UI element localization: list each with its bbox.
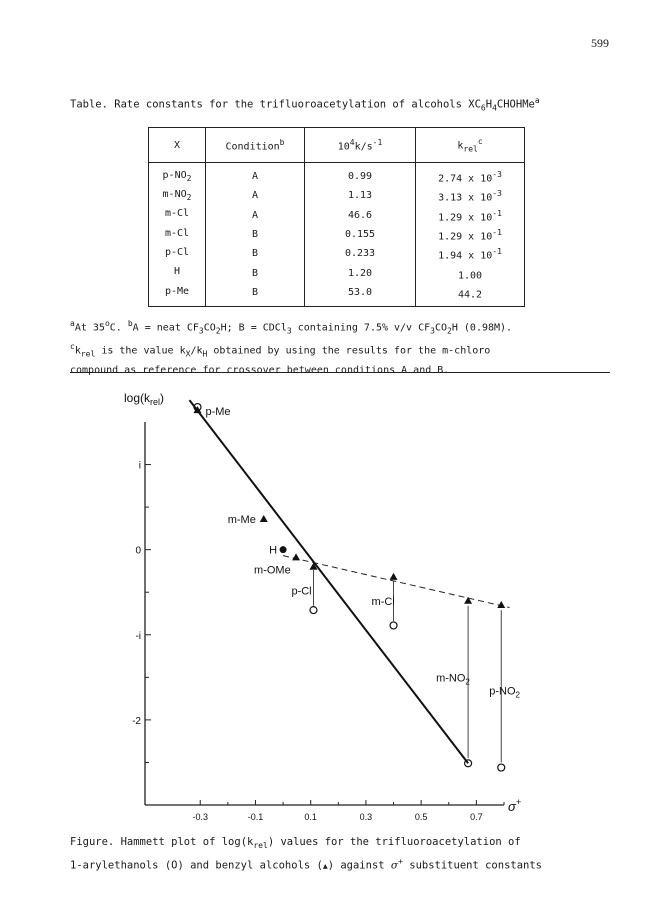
label-m-ome: m-OMe: [254, 564, 291, 577]
footnote-b-text: A = neat CF: [132, 322, 199, 334]
figure-caption-line-1: [70, 834, 542, 854]
y-axis-label: [124, 391, 164, 407]
footnote-sub: 2: [447, 326, 452, 336]
header-rate-mid: k/s: [354, 141, 373, 153]
footnote-line-1: [70, 316, 512, 339]
cell-rate: 0.99: [305, 163, 416, 187]
cell-krel-exp: -1: [492, 208, 502, 218]
cell-krel-mant: 1.00: [457, 269, 483, 281]
cell-krel: [416, 264, 525, 283]
table-row: [149, 186, 525, 205]
cell-krel-exp: -3: [492, 170, 502, 179]
filled-circle-marker: [280, 546, 287, 553]
cell-condition: A: [206, 186, 305, 205]
y-tick-label: -i: [135, 630, 141, 642]
footnote-b-text: H (0.98M).: [451, 322, 513, 334]
figure-caption-sub: rel: [253, 841, 268, 851]
footnote-b-mark: b: [127, 319, 133, 328]
sigma-symbol: σ: [390, 859, 399, 872]
table-header-row: [149, 128, 525, 163]
cell-x-sub: 2: [186, 192, 192, 202]
triangle-marker: [292, 553, 300, 560]
cell-rate: 53.0: [305, 283, 416, 307]
footnote-c-text: /k: [190, 345, 203, 357]
circle-marker: [498, 764, 505, 771]
cell-x: [149, 244, 206, 263]
figure-caption-text: ) values for the trifluoroacetylation of: [267, 836, 521, 848]
x-tick-label: 0.1: [304, 812, 317, 822]
y-tick-label: i: [138, 460, 141, 472]
cell-x-text: m-Cl: [164, 227, 190, 239]
figure-caption: [70, 834, 542, 875]
cell-krel-mant: 1.94 x 10: [438, 250, 493, 262]
cell-x: [149, 283, 206, 307]
header-rate-sup1: 4: [349, 137, 355, 147]
circle-marker: [310, 607, 317, 614]
cell-krel: [416, 206, 525, 225]
caption-sub: 4: [492, 103, 497, 113]
x-axis-label-sigma: σ: [508, 799, 516, 814]
cell-krel: [416, 225, 525, 244]
footnote-c-text: is the value k: [95, 345, 186, 357]
caption-sup: a: [534, 96, 540, 105]
cell-x: [149, 186, 206, 205]
triangle-marker: [464, 597, 472, 604]
table-footnotes: [70, 316, 512, 379]
x-tick-label: 0.5: [414, 812, 428, 822]
figure-caption-line-2: [70, 854, 542, 875]
cell-x-text: p-Me: [164, 285, 190, 297]
footnote-sub: 3: [286, 326, 292, 336]
y-axis-label-end: ): [160, 391, 165, 405]
figure-caption-text: ) against: [327, 859, 391, 872]
footnote-sub: H: [202, 349, 208, 359]
footnote-sub: X: [185, 349, 191, 359]
table-row: [149, 163, 525, 187]
cell-rate: 46.6: [305, 206, 416, 225]
cell-x-text: p-Cl: [164, 246, 190, 258]
triangle-marker: [260, 515, 268, 522]
x-tick-label: 0.7: [470, 812, 483, 822]
cell-x-text: m-NO: [162, 188, 187, 200]
cell-krel: [416, 163, 525, 187]
cell-x: [149, 225, 206, 244]
cell-x-text: m-Cl: [164, 208, 190, 220]
cell-krel-exp: -1: [492, 247, 502, 257]
cell-condition: A: [206, 163, 305, 187]
label-m-cl: m-Cl: [371, 595, 395, 608]
footnote-b-text: CO: [434, 322, 448, 334]
hammett-plot: [100, 380, 570, 830]
footnote-b-text: H; B = CDCl: [220, 322, 287, 334]
header-x: X: [149, 128, 206, 163]
cell-condition: B: [206, 283, 305, 307]
label-h: H: [269, 544, 278, 557]
cell-krel-mant: 1.29 x 10: [438, 231, 493, 243]
table-row: [149, 206, 525, 225]
header-rate-sup2: -1: [372, 137, 383, 147]
header-rate: [305, 128, 416, 163]
footnote-c-text: k: [74, 345, 81, 357]
table-row: [149, 283, 525, 307]
header-krel-k: k: [457, 140, 464, 152]
cell-x-text: H: [173, 266, 181, 278]
sigma-sup: +: [398, 857, 403, 867]
header-rate-prefix: 10: [337, 141, 350, 153]
header-krel-sub: rel: [463, 144, 478, 154]
footnote-sub: 3: [430, 326, 435, 336]
label-p-cl: p-Cl: [291, 585, 312, 598]
header-krel-sup: c: [477, 136, 483, 146]
cell-x: [149, 163, 206, 187]
caption-end: CHOHMe: [496, 98, 535, 111]
footnote-c-text: obtained by using the results for the m-chloro: [207, 345, 491, 357]
cell-krel-exp: -1: [492, 227, 502, 237]
triangle-symbol: ▲: [322, 861, 328, 871]
plot-layer: [132, 400, 520, 822]
cell-x-text: p-NO: [162, 169, 187, 181]
footnote-c-mark: c: [70, 342, 75, 352]
label-m-no2: $m-NO_2$: [436, 672, 470, 687]
triangle-marker: [390, 573, 398, 580]
label-m-me: m-Me: [227, 514, 256, 527]
header-krel: [416, 128, 525, 163]
footnote-line-2: [70, 339, 512, 362]
table-row: [149, 264, 525, 283]
footnote-sub: rel: [80, 349, 96, 359]
header-condition-label: Condition: [225, 141, 280, 153]
cell-krel: [416, 244, 525, 263]
table-row: [149, 244, 525, 263]
label-p-me: p-Me: [205, 406, 231, 419]
x-tick-label: 0.3: [359, 812, 373, 822]
x-tick-label: -0.1: [247, 812, 264, 822]
cell-x-sub: 2: [186, 173, 192, 183]
cell-condition: B: [206, 225, 305, 244]
label-p-no2: $p-NO_2$: [489, 685, 520, 700]
degree-mark: o: [104, 319, 110, 328]
figure-caption-prefix: Figure.: [70, 836, 115, 848]
footnote-a-mark: a: [70, 319, 75, 328]
cell-krel: [416, 186, 525, 205]
y-tick-label: -2: [132, 715, 141, 727]
header-condition: [206, 128, 305, 163]
footnote-sub: 3: [198, 326, 204, 336]
caption-h: H: [485, 98, 493, 111]
y-axis-label-main: log(k: [124, 391, 151, 405]
cell-condition: A: [206, 206, 305, 225]
cell-x: [149, 264, 206, 283]
circle-marker: [390, 622, 397, 629]
cell-krel-mant: 2.74 x 10: [438, 173, 493, 185]
table-caption-text: Rate constants for the trifluoroacetylation of alcohols XC: [114, 98, 481, 111]
cell-x: [149, 206, 206, 225]
caption-sub: 6: [480, 103, 486, 113]
figure-caption-text: 1-arylethanols (O) and benzyl alcohols (: [70, 859, 323, 872]
footnote-b-text: CO: [203, 322, 216, 334]
cell-rate: 0.233: [305, 244, 416, 263]
cell-krel-mant: 44.2: [457, 289, 483, 301]
cell-krel-exp: -3: [492, 189, 502, 199]
regression-line: [189, 400, 468, 763]
header-condition-sup: b: [279, 137, 285, 147]
label-m-no2-sub: 2: [465, 677, 470, 687]
footnote-b-text: containing 7.5% v/v CF: [291, 322, 431, 334]
y-axis-label-sub: rel: [150, 397, 161, 407]
table-caption-prefix: Table.: [70, 98, 108, 111]
footnote-a-text: At 35: [74, 322, 105, 334]
section-divider: [70, 372, 610, 373]
dashed-line: [283, 556, 509, 608]
cell-rate: 1.13: [305, 186, 416, 205]
table-caption: [70, 96, 540, 113]
cell-condition: B: [206, 264, 305, 283]
cell-condition: B: [206, 244, 305, 263]
x-axis-label-sup: +: [515, 797, 522, 807]
label-p-no2-sub: 2: [515, 690, 520, 700]
figure-caption-text: substituent constants: [402, 859, 542, 872]
x-tick-label: -0.3: [192, 812, 208, 822]
footnote-line-3: compound as reference for crossover between conditions A and B.: [70, 364, 450, 376]
x-axis-label: [508, 797, 521, 814]
cell-rate: 1.20: [305, 264, 416, 283]
cell-rate: 0.155: [305, 225, 416, 244]
table-row: [149, 225, 525, 244]
y-tick-label: 0: [135, 545, 141, 557]
cell-krel-mant: 3.13 x 10: [438, 192, 493, 204]
cell-krel: [416, 283, 525, 307]
footnote-sub: 2: [215, 326, 221, 336]
figure-caption-text: Hammett plot of log(k: [120, 836, 254, 848]
rate-constants-table: [148, 127, 525, 307]
cell-krel-mant: 1.29 x 10: [438, 211, 493, 223]
footnote-a-unit: C.: [109, 322, 122, 334]
page-number: 599: [591, 36, 609, 50]
